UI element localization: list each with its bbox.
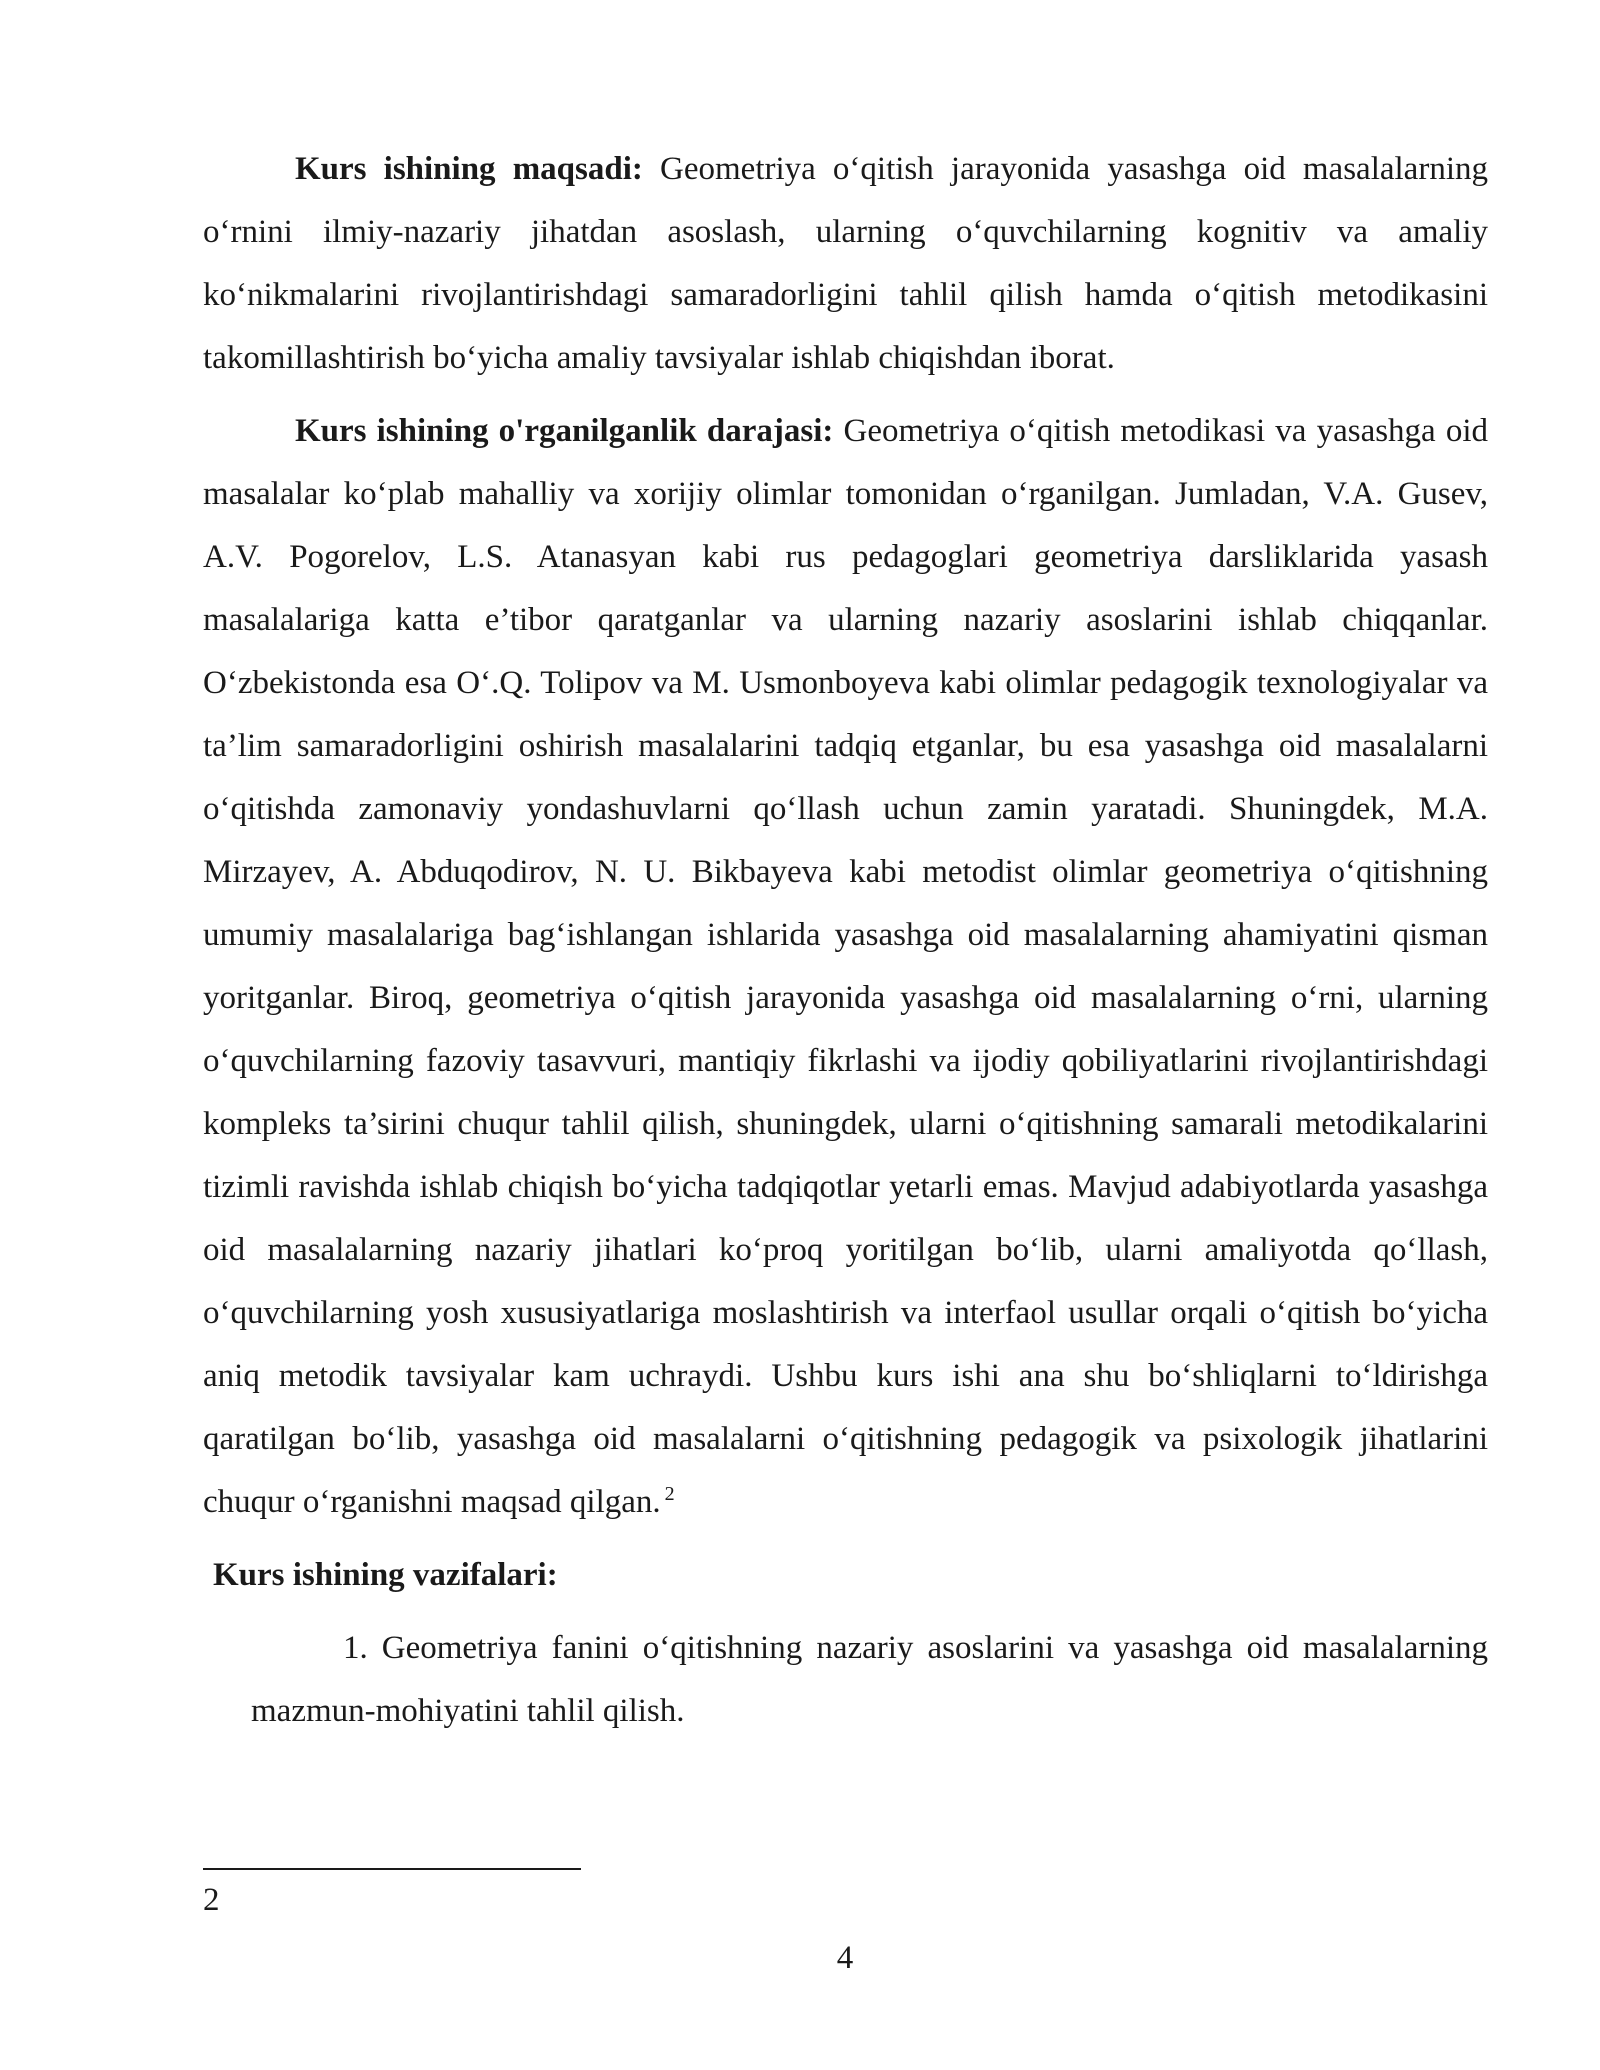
document-body	[203, 138, 1488, 1743]
footnote-reference[interactable]: 2	[664, 1483, 675, 1505]
footnote-number: 2	[203, 1882, 220, 1918]
footnote-separator	[203, 1868, 581, 1870]
page-number: 4	[836, 1940, 854, 1976]
goal-text: Geometriya o‘qitish jarayonida yasashga oid masalalarning o‘rnini ilmiy-nazariy jihatdan asoslash, ularning o‘quvchilarning kognitiv va amaliy ko‘nikmalarini rivojlantirishdagi samaradorligini tahlil qilish hamda o‘qitish metodikasini takomillashtirish bo‘yicha amaliy tavsiyalar ishlab chiqishdan iborat.	[203, 151, 1488, 376]
tasks-list	[203, 1617, 1488, 1743]
goal-paragraph	[203, 138, 1488, 390]
study-level-text: Geometriya o‘qitish metodikasi va yasashga oid masalalar ko‘plab mahalliy va xorijiy olimlar tomonidan o‘rganilgan. Jumladan, V.A. Gusev, A.V. Pogorelov, L.S. Atanasyan kabi rus pedagoglari geometriya darsliklarida yasash masalalariga katta e’tibor qaratganlar va ularning nazariy asoslarini ishlab chiqqanlar. O‘zbekistonda esa O‘.Q. Tolipov va M. Usmonboyeva kabi olimlar pedagogik texnologiyalar va ta’lim samaradorligini oshirish masalalarini tadqiq etganlar, bu esa yasashga oid masalalarni o‘qitishda zamonaviy yondashuvlarni qo‘llash uchun zamin yaratadi. Shuningdek, M.A. Mirzayev, A. Abduqodirov, N. U. Bikbayeva kabi metodist olimlar geometriya o‘qitishning umumiy masalalariga bag‘ishlangan ishlarida yasashga oid masalalarning ahamiyatini qisman yoritganlar. Biroq, geometriya o‘qitish jarayonida yasashga oid masalalarning o‘rni, ularning o‘quvchilarning fazoviy tasavvuri, mantiqiy fikrlashi va ijodiy qobiliyatlarini rivojlantirishdagi kompleks ta’sirini chuqur tahlil qilish, shuningdek, ularni o‘qitishning samarali metodikalarini tizimli ravishda ishlab chiqish bo‘yicha tadqiqotlar yetarli emas. Mavjud adabiyotlarda yasashga oid masalalarning nazariy jihatlari ko‘proq yoritilgan bo‘lib, ularni amaliyotda qo‘llash, o‘quvchilarning yosh xususiyatlariga moslashtirish va interfaol usullar orqali o‘qitish bo‘yicha aniq metodik tavsiyalar kam uchraydi. Ushbu kurs ishi ana shu bo‘shliqlarni to‘ldirishga qaratilgan bo‘lib, yasashga oid masalalarni o‘qitishning pedagogik va psixologik jihatlarini chuqur o‘rganishni maqsad qilgan.	[203, 413, 1489, 1520]
tasks-heading: Kurs ishining vazifalari:	[213, 1557, 558, 1593]
study-level-label: Kurs ishining o'rganilganlik darajasi:	[295, 413, 834, 449]
task-item	[203, 1617, 1488, 1743]
goal-label: Kurs ishining maqsadi:	[295, 151, 643, 187]
task-number: 1.	[343, 1630, 368, 1666]
study-level-paragraph	[203, 400, 1488, 1534]
task-text: Geometriya fanini o‘qitishning nazariy asoslarini va yasashga oid masalalarning mazmun-mohiyatini tahlil qilish.	[251, 1630, 1488, 1729]
